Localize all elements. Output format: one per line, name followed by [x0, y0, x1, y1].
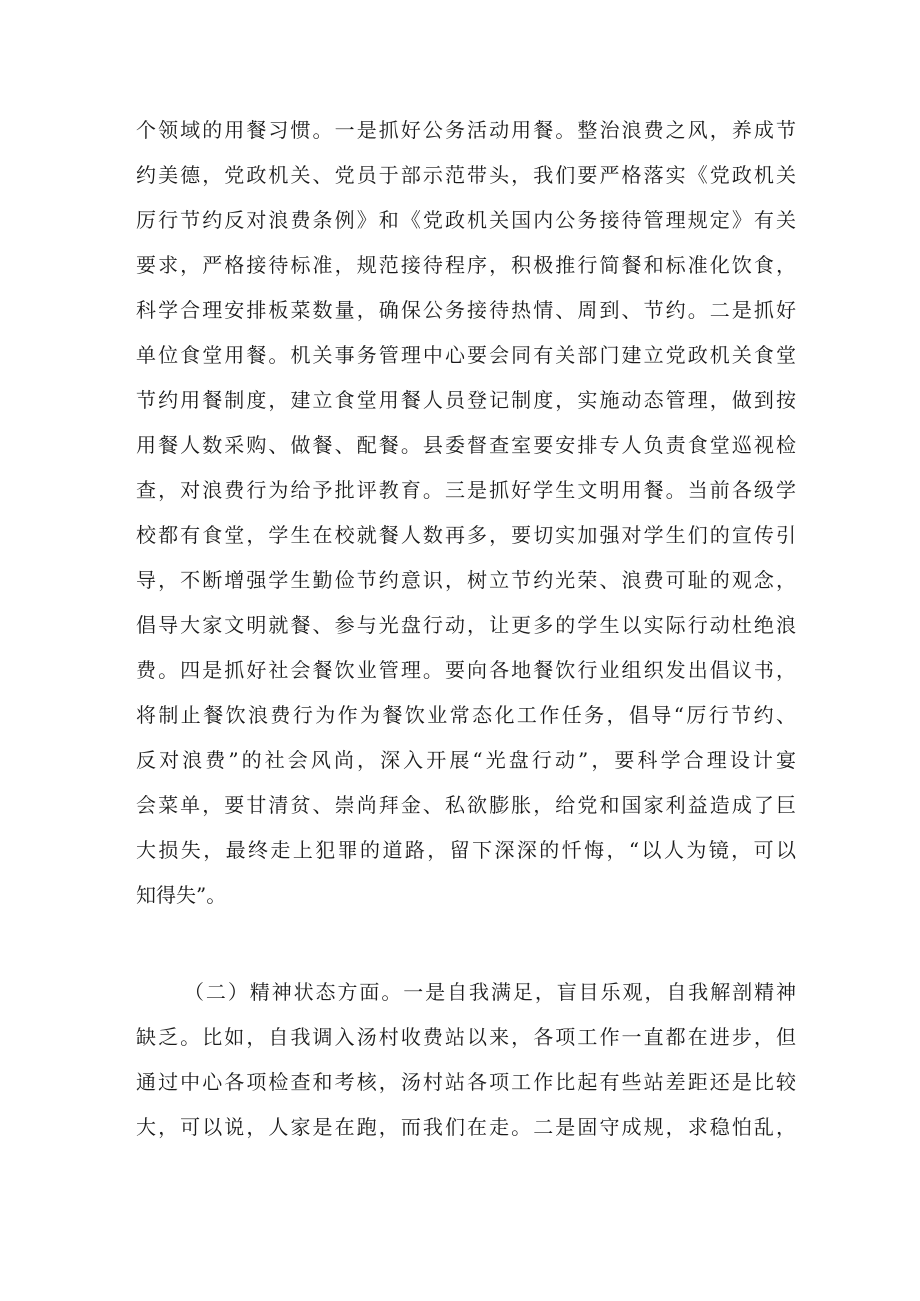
paragraph-1-line: 节约用餐制度，建立食堂用餐人员登记制度，实施动态管理，做到按	[136, 388, 796, 412]
paragraph-2-line: （二）精神状态方面。一是自我满足，盲目乐观，自我解剖精神	[184, 980, 796, 1004]
paragraph-1-line: 导，不断增强学生勤俭节约意识，树立节约光荣、浪费可耻的观念，	[136, 568, 796, 592]
paragraph-1-line: 反对浪费”的社会风尚，深入开展“光盘行动”，要科学合理设计宴	[136, 748, 796, 772]
paragraph-1-line: 用餐人数采购、做餐、配餐。县委督查室要安排专人负责食堂巡视检	[136, 433, 796, 457]
paragraph-1-line: 校都有食堂，学生在校就餐人数再多，要切实加强对学生们的宣传引	[136, 523, 796, 547]
paragraph-1-line: 约美德，党政机关、党员于部示范带头，我们要严格落实《党政机关	[136, 163, 796, 187]
paragraph-1-line: 费。四是抓好社会餐饮业管理。要向各地餐饮行业组织发出倡议书，	[136, 658, 796, 682]
paragraph-1-line: 倡导大家文明就餐、参与光盘行动，让更多的学生以实际行动杜绝浪	[136, 613, 796, 637]
paragraph-1-line: 大损失，最终走上犯罪的道路，留下深深的忏悔，“以人为镜，可以	[136, 838, 796, 862]
paragraph-1-line: 科学合理安排板菜数量，确保公务接待热情、周到、节约。二是抓好	[136, 298, 796, 322]
paragraph-2	[136, 970, 796, 1150]
paragraph-1-line: 知得失”。	[136, 883, 227, 907]
paragraph-1-line: 将制止餐饮浪费行为作为餐饮业常态化工作任务，倡导“厉行节约、	[136, 703, 796, 727]
paragraph-1-line: 个领域的用餐习惯。一是抓好公务活动用餐。整治浪费之风，养成节	[136, 118, 796, 142]
paragraph-2-line: 通过中心各项检查和考核，汤村站各项工作比起有些站差距还是比较	[136, 1070, 796, 1094]
paragraph-2-line: 大，可以说，人家是在跑，而我们在走。二是固守成规，求稳怕乱，	[136, 1115, 796, 1139]
paragraph-2-line: 缺乏。比如，自我调入汤村收费站以来，各项工作一直都在进步，但	[136, 1025, 796, 1049]
paragraph-1-line: 会菜单，要甘清贫、崇尚拜金、私欲膨胀，给党和国家利益造成了巨	[136, 793, 796, 817]
paragraph-1	[136, 108, 796, 918]
paragraph-1-line: 查，对浪费行为给予批评教育。三是抓好学生文明用餐。当前各级学	[136, 478, 796, 502]
paragraph-1-line: 要求，严格接待标准，规范接待程序，积极推行简餐和标准化饮食，	[136, 253, 796, 277]
paragraph-1-line: 单位食堂用餐。机关事务管理中心要会同有关部门建立党政机关食堂	[136, 343, 796, 367]
paragraph-1-line: 厉行节约反对浪费条例》和《党政机关国内公务接待管理规定》有关	[136, 208, 796, 232]
